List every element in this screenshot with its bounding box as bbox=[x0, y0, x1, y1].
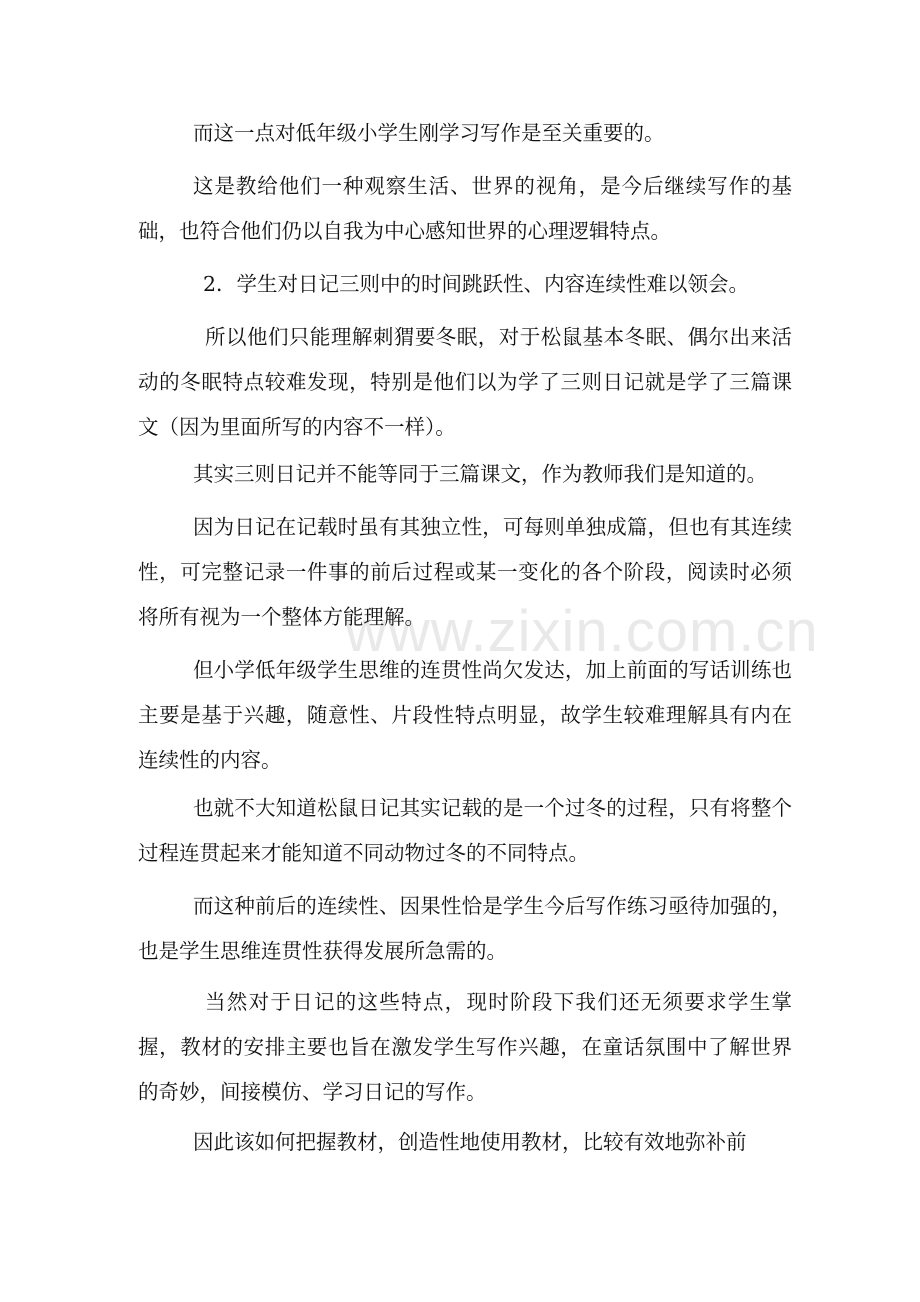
paragraph-10: 当然对于日记的这些特点，现时阶段下我们还无须要求学生掌握，教材的安排主要也旨在激发学生写作兴趣，在童话氛围中了解世界的奇妙，间接模仿、学习日记的写作。 bbox=[138, 990, 792, 1104]
paragraph-11: 因此该如何把握教材，创造性地使用教材，比较有效地弥补前 bbox=[193, 1130, 747, 1154]
paragraph-7: 但小学低年级学生思维的连贯性尚欠发达，加上前面的写话训练也主要是基于兴趣，随意性、片段性特点明显，故学生较难理解具有内在连续性的内容。 bbox=[138, 658, 792, 772]
paragraph-9: 而这种前后的连续性、因果性恰是学生今后写作练习亟待加强的，也是学生思维连贯性获得发展所急需的。 bbox=[138, 894, 792, 963]
paragraph-6: 因为日记在记载时虽有其独立性，可每则单独成篇，但也有其连续性，可完整记录一件事的前后过程或某一变化的各个阶段，阅读时必须将所有视为一个整体方能理解。 bbox=[138, 515, 792, 629]
paragraph-8: 也就不大知道松鼠日记其实记载的是一个过冬的过程，只有将整个过程连贯起来才能知道不同动物过冬的不同特点。 bbox=[138, 796, 792, 865]
paragraph-2: 这是教给他们一种观察生活、世界的视角，是今后继续写作的基础，也符合他们仍以自我为中心感知世界的心理逻辑特点。 bbox=[138, 174, 792, 243]
watermark: www.zixin.com.cn bbox=[345, 599, 819, 664]
paragraph-4: 所以他们只能理解刺猬要冬眠，对于松鼠基本冬眠、偶尔出来活动的冬眠特点较难发现，特别是他们以为学了三则日记就是学了三篇课文（因为里面所写的内容不一样）。 bbox=[138, 325, 792, 439]
paragraph-3: 2．学生对日记三则中的时间跳跃性、内容连续性难以领会。 bbox=[203, 272, 750, 296]
paragraph-1: 而这一点对低年级小学生刚学习写作是至关重要的。 bbox=[193, 121, 665, 145]
paragraph-5: 其实三则日记并不能等同于三篇课文，作为教师我们是知道的。 bbox=[193, 462, 767, 486]
